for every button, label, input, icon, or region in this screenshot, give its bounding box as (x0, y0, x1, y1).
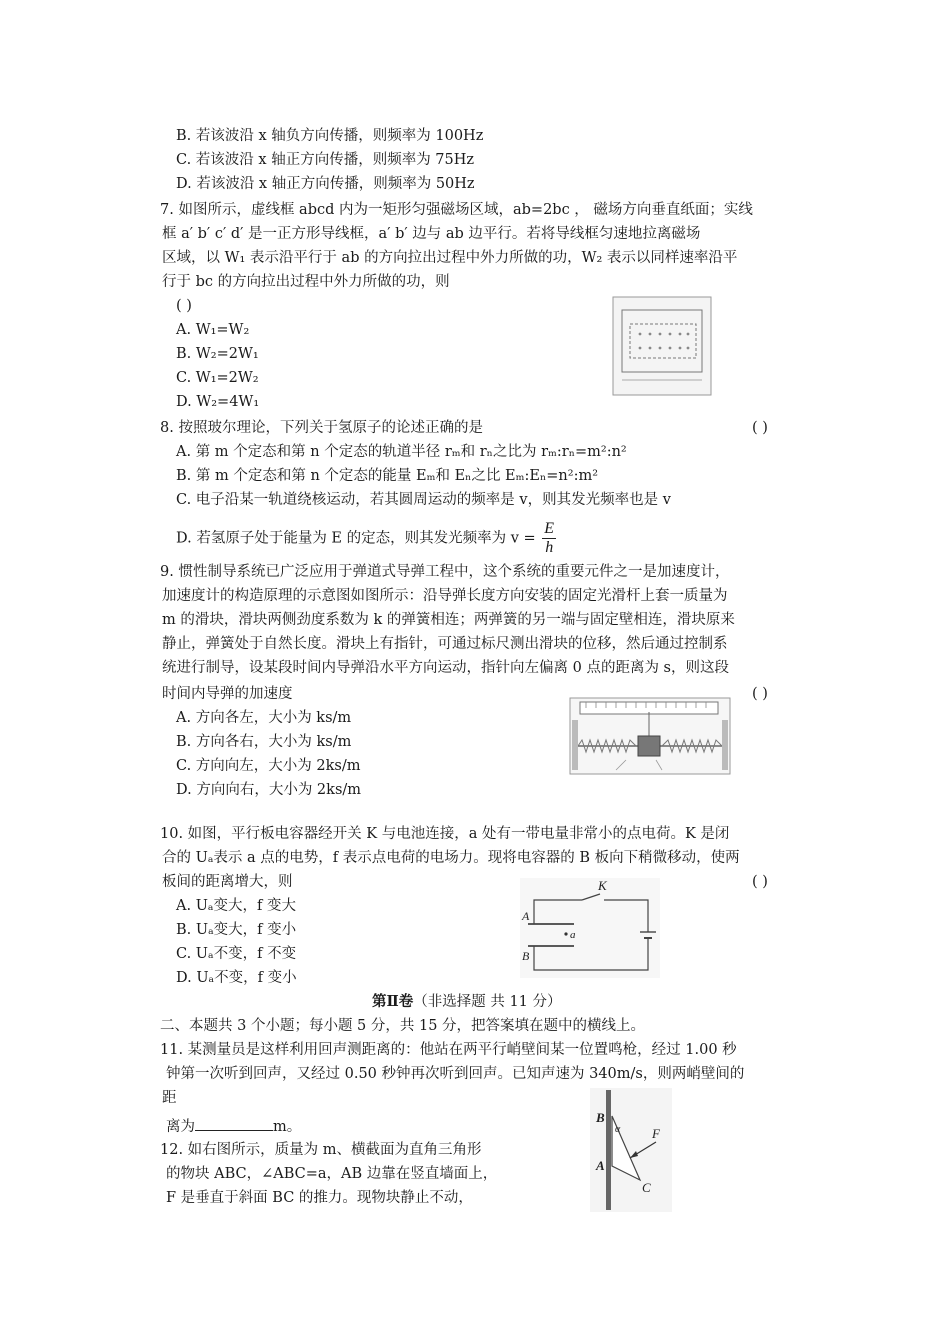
q9-answer-paren: ( ) (752, 686, 768, 702)
q7-stem-line1: 7. 如图所示，虚线框 abcd 内为一矩形匀强磁场区域，ab=2bc ， 磁场方向垂直纸面；实线 (160, 202, 753, 218)
q9-stem-line4: 静止，弹簧处于自然长度。滑块上有指针，可通过标尺测出滑块的位移，然后通过控制系 (162, 636, 728, 652)
q6-option-c: C. 若该波沿 x 轴正方向传播，则频率为 75Hz (176, 152, 475, 168)
q7-option-b: B. W₂=2W₁ (176, 346, 259, 362)
q9-option-d: D. 方向向右，大小为 2ks/m (176, 782, 362, 798)
q10-answer-paren: ( ) (752, 874, 768, 890)
q10-option-d: D. Uₐ不变，f 变小 (176, 970, 297, 986)
q7-magnetic-field-figure (612, 296, 712, 396)
q8-option-a: A. 第 m 个定态和第 n 个定态的轨道半径 rₘ和 rₙ之比为 rₘ:rₙ=m²:n² (176, 444, 627, 460)
q8-stem: 8. 按照玻尔理论，下列关于氢原子的论述正确的是 (160, 420, 483, 436)
section2-title (372, 992, 562, 1012)
q7-option-d: D. W₂=4W₁ (176, 394, 260, 410)
section2-title-main: 第Ⅱ卷 (372, 993, 414, 1010)
q7-stem-line4: 行于 bc 的方向拉出过程中外力所做的功，则 (162, 274, 450, 290)
q10-switch-label: K (598, 878, 607, 893)
q8-fraction-numerator: E (544, 520, 555, 537)
q12-stem-line3: F 是垂直于斜面 BC 的推力。现物块静止不动， (166, 1190, 473, 1206)
q10-stem-line2: 合的 Uₐ表示 a 点的电势，f 表示点电荷的电场力。现将电容器的 B 板向下稍微移动，使两 (162, 850, 740, 866)
q9-stem-line2: 加速度计的构造原理的示意图如图所示：沿导弹长度方向安装的固定光滑杆上套一质量为 (162, 588, 728, 604)
q11-answer-line (166, 1116, 301, 1137)
q9-option-a: A. 方向各左，大小为 ks/m (176, 710, 352, 726)
q10-stem-line3: 板间的距离增大，则 (162, 874, 293, 890)
q8-answer-paren: ( ) (752, 420, 768, 436)
q11-stem-line3: 距 (162, 1090, 177, 1106)
q12-angle-label: α (615, 1124, 621, 1135)
q9-stem-line6: 时间内导弹的加速度 (162, 686, 293, 702)
q10-plate-b-label: B (522, 949, 530, 963)
section2-instruction: 二、本题共 3 个小题；每小题 5 分，共 15 分，把答案填在题中的横线上。 (160, 1018, 646, 1034)
q8-option-d-text: D. 若氢原子处于能量为 E 的定态，则其发光频率为 v = (176, 530, 536, 547)
q10-stem-line1: 10. 如图，平行板电容器经开关 K 与电池连接，a 处有一带电量非常小的点电荷。K 是闭 (160, 826, 730, 842)
q7-option-c: C. W₁=2W₂ (176, 370, 259, 386)
q9-option-b: B. 方向各右，大小为 ks/m (176, 734, 352, 750)
q12-vertex-a-label: A (596, 1158, 605, 1173)
q7-stem-line2: 框 a′ b′ c′ d′ 是一正方形导线框，a′ b′ 边与 ab 边平行。若将导线框匀速地拉离磁场 (162, 226, 701, 242)
q12-block-figure (590, 1088, 672, 1212)
q10-option-b: B. Uₐ变大，f 变小 (176, 922, 297, 938)
q7-answer-paren: ( ) (176, 298, 192, 314)
q9-stem-line5: 统进行制导，设某段时间内导弹沿水平方向运动，指针向左偏离 0 点的距离为 s，则这段 (162, 660, 729, 676)
q11-answer-blank[interactable] (195, 1116, 273, 1131)
q10-plate-a-label: A (522, 909, 530, 923)
q6-option-b: B. 若该波沿 x 轴负方向传播，则频率为 100Hz (176, 128, 484, 144)
q8-option-b: B. 第 m 个定态和第 n 个定态的能量 Eₘ和 Eₙ之比 Eₘ:Eₙ=n²:m² (176, 468, 599, 484)
q11-stem-line1: 11. 某测量员是这样利用回声测距离的：他站在两平行峭壁间某一位置鸣枪，经过 1.00 秒 (160, 1042, 737, 1058)
q10-capacitor-figure (520, 878, 660, 978)
q11-answer-unit: m。 (273, 1119, 302, 1135)
q7-option-a: A. W₁=W₂ (176, 322, 250, 338)
q9-stem-line1: 9. 惯性制导系统已广泛应用于弹道式导弹工程中，这个系统的重要元件之一是加速度计， (160, 564, 730, 580)
q8-fraction-denominator: h (545, 539, 554, 556)
q12-force-f-label: F (652, 1126, 660, 1141)
q8-option-c: C. 电子沿某一轨道绕核运动，若其圆周运动的频率是 v，则其发光频率也是 v (176, 492, 671, 508)
q8-option-d (176, 520, 556, 557)
q12-stem-line1: 12. 如右图所示，质量为 m、横截面为直角三角形 (160, 1142, 482, 1158)
q7-stem-line3: 区域，以 W₁ 表示沿平行于 ab 的方向拉出过程中外力所做的功，W₂ 表示以同样速率沿平 (162, 250, 738, 266)
q12-vertex-b-label: B (596, 1110, 605, 1125)
q6-option-d: D. 若该波沿 x 轴正方向传播，则频率为 50Hz (176, 176, 475, 192)
q9-option-c: C. 方向向左，大小为 2ks/m (176, 758, 361, 774)
q9-stem-line3: m 的滑块，滑块两侧劲度系数为 k 的弹簧相连；两弹簧的另一端与固定壁相连，滑块原来 (162, 612, 735, 628)
q9-accelerometer-figure (566, 690, 736, 778)
q12-vertex-c-label: C (642, 1180, 651, 1195)
q11-answer-prefix: 离为 (166, 1119, 195, 1135)
q10-point-a-label: a (570, 929, 576, 941)
q12-stem-line2: 的物块 ABC，∠ABC=a，AB 边靠在竖直墙面上， (166, 1166, 498, 1182)
q11-stem-line2: 钟第一次听到回声，又经过 0.50 秒钟再次听到回声。已知声速为 340m/s，则两峭壁间的 (166, 1066, 745, 1082)
q10-option-c: C. Uₐ不变，f 不变 (176, 946, 297, 962)
section2-title-note: （非选择题 共 11 分） (413, 994, 562, 1010)
q10-option-a: A. Uₐ变大，f 变大 (176, 898, 296, 914)
q8-formula-fraction (542, 520, 556, 557)
